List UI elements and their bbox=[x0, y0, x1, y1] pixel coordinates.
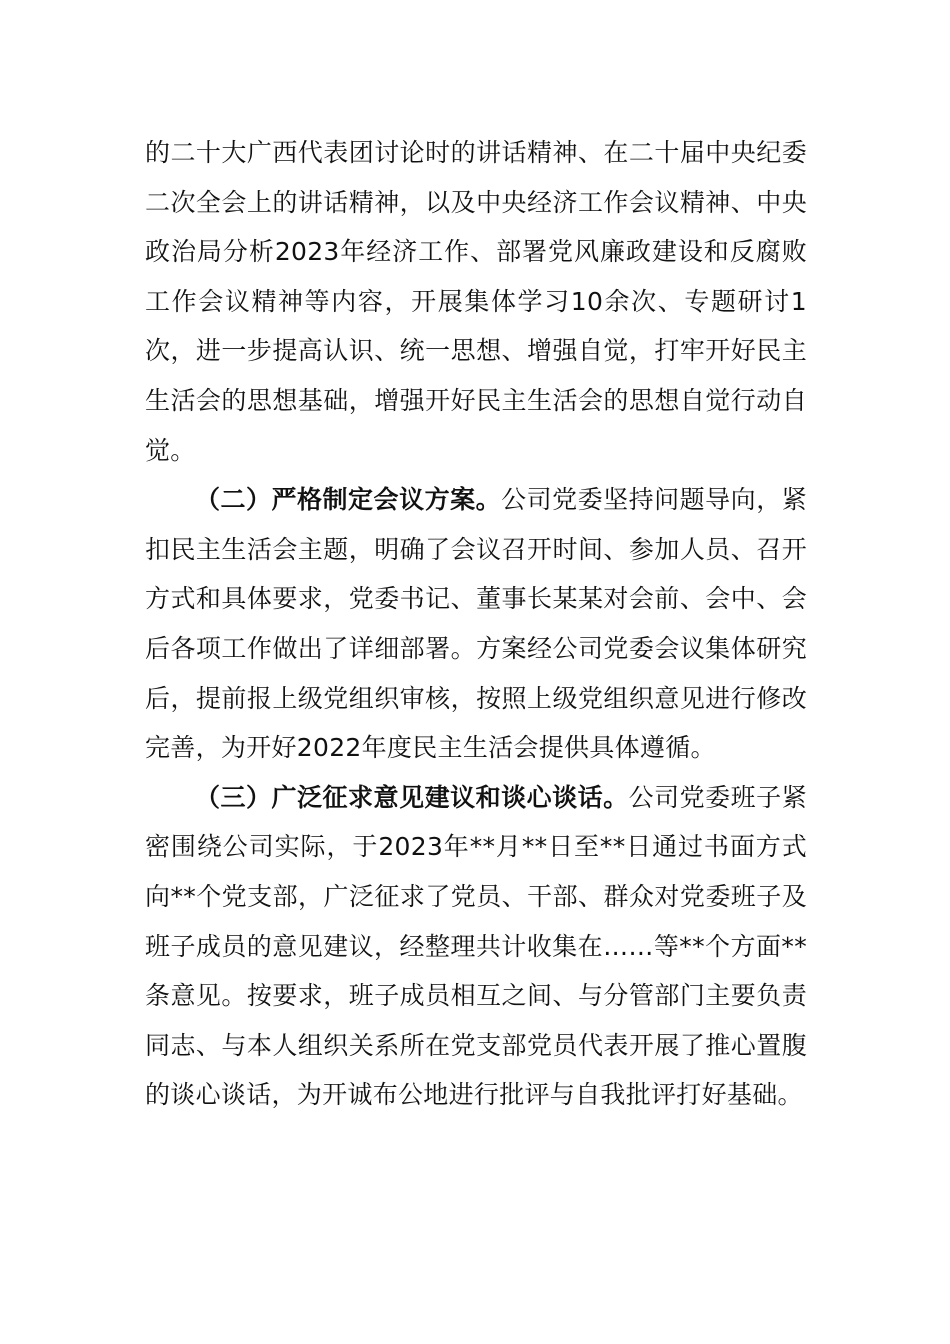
paragraph-continuation: 的二十大广西代表团讨论时的讲话精神、在二十届中央纪委二次全会上的讲话精神，以及中央经济工作会议精神、中央政治局分析2023年经济工作、部署党风廉政建设和反腐败工作会议精神等内容，开展集体学习10余次、专题研讨1次，进一步提高认识、统一思想、增强自觉，打牢开好民主生活会的思想基础，增强开好民主生活会的思想自觉行动自觉。 bbox=[145, 138, 807, 465]
section-3-body: 公司党委班子紧密围绕公司实际，于2023年**月**日至**日通过书面方式向**个党支部，广泛征求了党员、干部、群众对党委班子及班子成员的意见建议，经整理共计收集在……等**个方面**条意见。按要求，班子成员相互之间、与分管部门主要负责同志、与本人组织关系所在党支部党员代表开展了推心置腹的谈心谈话，为开诚布公地进行批评与自我批评打好基础。 bbox=[145, 782, 807, 1110]
section-2-paragraph bbox=[145, 475, 807, 773]
section-3-heading: （三）广泛征求意见建议和谈心谈话。 bbox=[195, 782, 629, 812]
section-3-paragraph bbox=[145, 773, 807, 1120]
section-2-heading: （二）严格制定会议方案。 bbox=[195, 485, 502, 515]
document-body bbox=[145, 128, 807, 1120]
section-2-body: 公司党委坚持问题导向，紧扣民主生活会主题，明确了会议召开时间、参加人员、召开方式和具体要求，党委书记、董事长某某对会前、会中、会后各项工作做出了详细部署。方案经公司党委会议集体研究后，提前报上级党组织审核，按照上级党组织意见进行修改完善，为开好2022年度民主生活会提供具体遵循。 bbox=[145, 485, 807, 763]
